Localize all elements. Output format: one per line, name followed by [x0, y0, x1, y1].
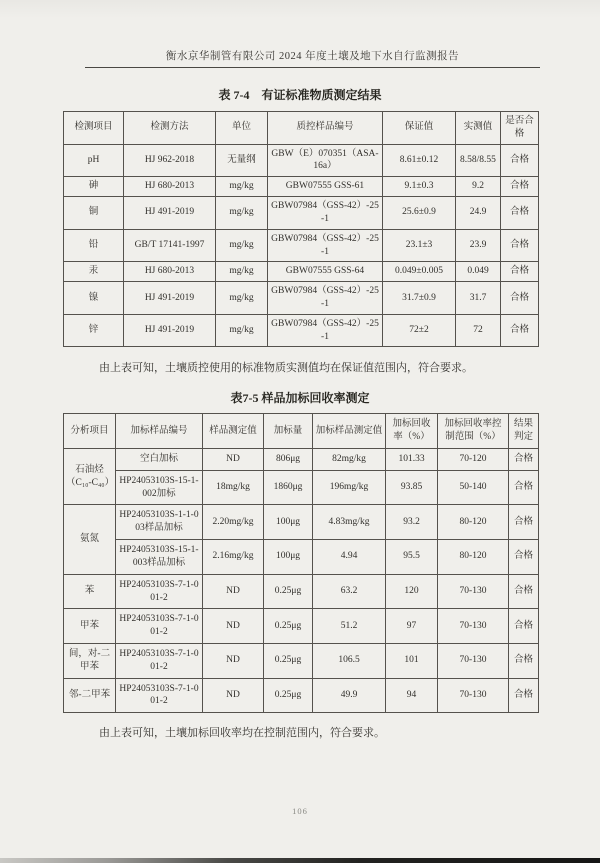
t2-cell: 合格 — [509, 678, 539, 713]
table-row — [64, 144, 539, 177]
t2-cell: 合格 — [509, 470, 539, 505]
t1-header-0: 检测项目 — [64, 112, 124, 145]
t2-cell: 80-120 — [438, 505, 509, 540]
t2-header-6: 加标回收率控制范围（%） — [438, 414, 509, 449]
t1-cell: 汞 — [64, 262, 124, 282]
table-row — [64, 505, 539, 540]
t1-cell: GB/T 17141-1997 — [124, 229, 216, 262]
t2-cell: 空白加标 — [116, 449, 203, 471]
t1-cell: 镍 — [64, 282, 124, 315]
t1-cell: HJ 962-2018 — [124, 144, 216, 177]
t2-cell: 51.2 — [313, 609, 386, 644]
t1-cell: mg/kg — [216, 197, 268, 230]
table-row — [64, 678, 539, 713]
t2-cell: HP24053103S-1-1-003样品加标 — [116, 505, 203, 540]
t1-header-2: 单位 — [216, 112, 268, 145]
t2-header-0: 分析项目 — [64, 414, 116, 449]
table-row — [64, 177, 539, 197]
t1-cell: 合格 — [501, 197, 539, 230]
t1-cell: 铜 — [64, 197, 124, 230]
t1-header-6: 是否合格 — [501, 112, 539, 145]
t2-cell: 93.85 — [386, 470, 438, 505]
t2-cell: 2.20mg/kg — [203, 505, 264, 540]
t1-cell: HJ 491-2019 — [124, 314, 216, 347]
scanner-edge-shadow — [0, 858, 600, 863]
t1-cell: mg/kg — [216, 229, 268, 262]
table-row — [64, 643, 539, 678]
t2-cell: 95.5 — [386, 540, 438, 575]
t2-cell: 70-130 — [438, 678, 509, 713]
note-paragraph-standards: 由上表可知，土壤质控使用的标准物质实测值均在保证值范围内，符合要求。 — [99, 362, 473, 375]
t1-cell: 0.049±0.005 — [383, 262, 456, 282]
t1-cell: 砷 — [64, 177, 124, 197]
t1-cell: 9.1±0.3 — [383, 177, 456, 197]
t1-cell: 合格 — [501, 282, 539, 315]
t2-cell: 94 — [386, 678, 438, 713]
t1-cell: mg/kg — [216, 262, 268, 282]
t2-cell: HP24053103S-7-1-001-2 — [116, 609, 203, 644]
t2-cell: 70-130 — [438, 574, 509, 609]
t2-cell: HP24053103S-15-1-002加标 — [116, 470, 203, 505]
t1-cell: 0.049 — [456, 262, 501, 282]
table-7-5-title: 表7-5 样品加标回收率测定 — [230, 391, 370, 406]
t1-cell: 23.1±3 — [383, 229, 456, 262]
t1-cell: 8.61±0.12 — [383, 144, 456, 177]
t2-cell: 70-130 — [438, 643, 509, 678]
t1-cell: HJ 680-2013 — [124, 262, 216, 282]
t2-cell: ND — [203, 449, 264, 471]
t1-header-4: 保证值 — [383, 112, 456, 145]
table-row — [64, 282, 539, 315]
note-paragraph-recovery: 由上表可知，土壤加标回收率均在控制范围内，符合要求。 — [99, 727, 385, 740]
t2-cell: ND — [203, 574, 264, 609]
t2-cell: 0.25μg — [264, 574, 313, 609]
analyte-name-cell: 邻-二甲苯 — [64, 678, 116, 713]
t1-cell: 72±2 — [383, 314, 456, 347]
t1-cell: 合格 — [501, 262, 539, 282]
t1-cell: 72 — [456, 314, 501, 347]
t1-cell: 无量纲 — [216, 144, 268, 177]
t2-cell: 93.2 — [386, 505, 438, 540]
t2-cell: 4.94 — [313, 540, 386, 575]
t2-cell: 0.25μg — [264, 678, 313, 713]
t2-header-4: 加标样品测定值 — [313, 414, 386, 449]
table-header-row — [64, 112, 539, 145]
t1-cell: 31.7±0.9 — [383, 282, 456, 315]
table-row — [64, 470, 539, 505]
t2-cell: HP24053103S-15-1-003样品加标 — [116, 540, 203, 575]
t2-cell: HP24053103S-7-1-001-2 — [116, 574, 203, 609]
t1-cell: 24.9 — [456, 197, 501, 230]
t2-cell: 合格 — [509, 609, 539, 644]
spike-recovery-table — [63, 413, 539, 713]
t2-cell: 120 — [386, 574, 438, 609]
t1-cell: mg/kg — [216, 177, 268, 197]
table-row — [64, 540, 539, 575]
analyte-name-cell: 苯 — [64, 574, 116, 609]
table-row — [64, 574, 539, 609]
t1-cell: 合格 — [501, 144, 539, 177]
certified-reference-material-table — [63, 111, 539, 347]
table-row — [64, 609, 539, 644]
t1-cell: 合格 — [501, 229, 539, 262]
t2-cell: 2.16mg/kg — [203, 540, 264, 575]
t1-cell: GBW07984（GSS-42）-25-1 — [268, 197, 383, 230]
t2-cell: 100μg — [264, 505, 313, 540]
t1-cell: 合格 — [501, 177, 539, 197]
t1-cell: mg/kg — [216, 282, 268, 315]
t1-cell: pH — [64, 144, 124, 177]
t1-header-1: 检测方法 — [124, 112, 216, 145]
t1-cell: GBW07984（GSS-42）-25-1 — [268, 282, 383, 315]
t1-header-5: 实测值 — [456, 112, 501, 145]
table-row — [64, 262, 539, 282]
t2-cell: 合格 — [509, 505, 539, 540]
t2-cell: 82mg/kg — [313, 449, 386, 471]
t2-cell: 97 — [386, 609, 438, 644]
report-header-title: 衡水京华制管有限公司 2024 年度土壤及地下水自行监测报告 — [85, 48, 540, 68]
t2-cell: HP24053103S-7-1-001-2 — [116, 643, 203, 678]
t2-cell: 4.83mg/kg — [313, 505, 386, 540]
t1-cell: 铅 — [64, 229, 124, 262]
t2-cell: 100μg — [264, 540, 313, 575]
t2-cell: 0.25μg — [264, 609, 313, 644]
t2-header-2: 样品测定值 — [203, 414, 264, 449]
analyte-name-cell: 间，对-二甲苯 — [64, 643, 116, 678]
t1-cell: GBW07555 GSS-64 — [268, 262, 383, 282]
t2-cell: 101 — [386, 643, 438, 678]
page-footer-number: 106 — [292, 806, 308, 816]
t2-cell: 合格 — [509, 643, 539, 678]
t2-cell: 70-120 — [438, 449, 509, 471]
t2-cell: 106.5 — [313, 643, 386, 678]
t2-header-7: 结果判定 — [509, 414, 539, 449]
table-row — [64, 229, 539, 262]
t2-cell: 49.9 — [313, 678, 386, 713]
t2-cell: 196mg/kg — [313, 470, 386, 505]
t1-cell: 31.7 — [456, 282, 501, 315]
t1-cell: GBW07984（GSS-42）-25-1 — [268, 229, 383, 262]
table-row — [64, 314, 539, 347]
t1-cell: 锌 — [64, 314, 124, 347]
t2-header-5: 加标回收率（%） — [386, 414, 438, 449]
t2-cell: ND — [203, 609, 264, 644]
t1-cell: 8.58/8.55 — [456, 144, 501, 177]
table-header-row — [64, 414, 539, 449]
table-7-4-title: 表 7-4 有证标准物质测定结果 — [218, 88, 382, 102]
t2-cell: 70-130 — [438, 609, 509, 644]
t2-cell: 101.33 — [386, 449, 438, 471]
t2-cell: ND — [203, 678, 264, 713]
t1-cell: GBW07984（GSS-42）-25-1 — [268, 314, 383, 347]
t2-cell: 50-140 — [438, 470, 509, 505]
t2-cell: 合格 — [509, 540, 539, 575]
analyte-name-cell: 甲苯 — [64, 609, 116, 644]
t2-cell: 合格 — [509, 449, 539, 471]
t2-header-3: 加标量 — [264, 414, 313, 449]
t1-cell: HJ 491-2019 — [124, 197, 216, 230]
t1-cell: GBW07555 GSS-61 — [268, 177, 383, 197]
t1-cell: 25.6±0.9 — [383, 197, 456, 230]
analyte-name-cell: 氨氮 — [64, 505, 116, 574]
t1-cell: 23.9 — [456, 229, 501, 262]
analyte-name-cell: 石油烃（C₁₀-C₄₀） — [64, 449, 116, 505]
t1-cell: 合格 — [501, 314, 539, 347]
t2-cell: ND — [203, 643, 264, 678]
t1-cell: HJ 491-2019 — [124, 282, 216, 315]
t1-cell: HJ 680-2013 — [124, 177, 216, 197]
t2-cell: HP24053103S-7-1-001-2 — [116, 678, 203, 713]
t1-header-3: 质控样品编号 — [268, 112, 383, 145]
table-row — [64, 449, 539, 471]
t1-cell: mg/kg — [216, 314, 268, 347]
t2-header-1: 加标样品编号 — [116, 414, 203, 449]
t2-cell: 63.2 — [313, 574, 386, 609]
t2-cell: 0.25μg — [264, 643, 313, 678]
t2-cell: 806μg — [264, 449, 313, 471]
t2-cell: 合格 — [509, 574, 539, 609]
table-row — [64, 197, 539, 230]
t1-cell: GBW（E）070351（ASA-16a） — [268, 144, 383, 177]
t2-cell: 18mg/kg — [203, 470, 264, 505]
t1-cell: 9.2 — [456, 177, 501, 197]
t2-cell: 80-120 — [438, 540, 509, 575]
t2-cell: 1860μg — [264, 470, 313, 505]
